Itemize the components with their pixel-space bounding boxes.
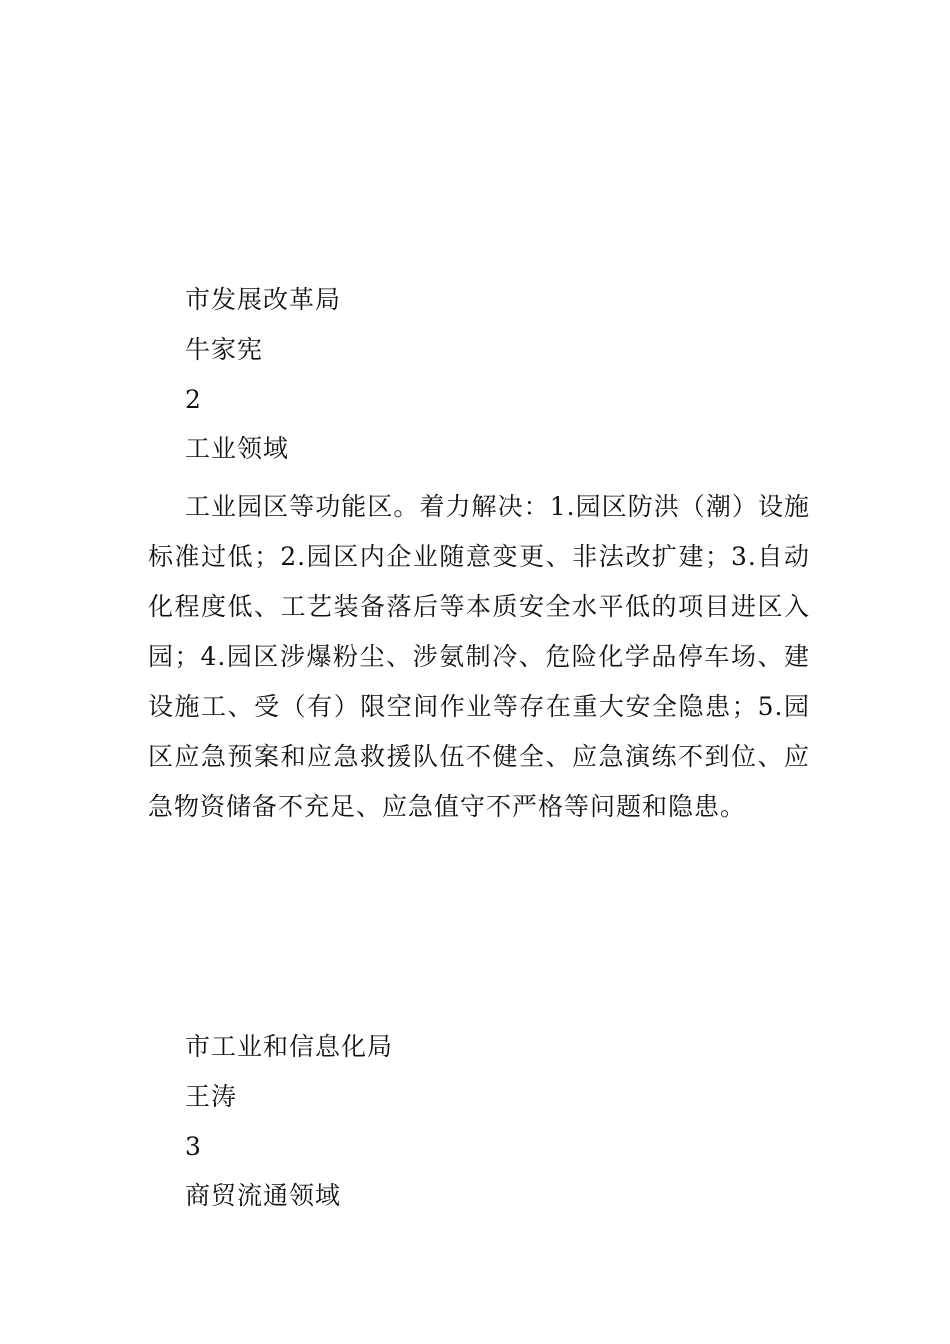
department-name: 市发展改革局 (185, 285, 342, 314)
department-name: 市工业和信息化局 (185, 1032, 394, 1061)
item-number: 2 (185, 385, 202, 414)
domain-title: 商贸流通领域 (185, 1181, 342, 1210)
item-number: 3 (185, 1132, 202, 1161)
domain-title: 工业领域 (185, 434, 290, 463)
responsible-person: 王涛 (185, 1082, 238, 1111)
domain-description: 工业园区等功能区。着力解决：1.园区防洪（潮）设施标准过低；2.园区内企业随意变更、非法改扩建；3.自动化程度低、工艺装备落后等本质安全水平低的项目进区入园；4.园区涉爆粉尘、涉氨制冷、危险化学品停车场、建设施工、受（有）限空间作业等存在重大安全隐患；5.园区应急预案和应急救援队伍不健全、应急演练不到位、应急物资储备不充足、应急值守不严格等问题和隐患。 (148, 492, 810, 821)
responsible-person: 牛家宪 (185, 335, 264, 364)
